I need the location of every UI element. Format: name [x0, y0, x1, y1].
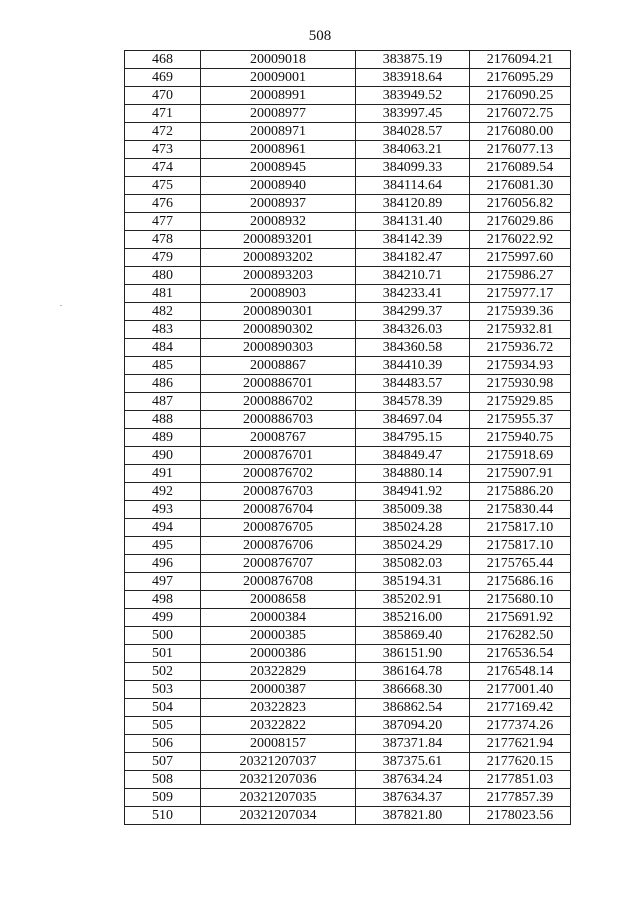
y-coordinate-cell: 2175765.44	[470, 555, 571, 573]
table-row	[125, 483, 571, 501]
x-coordinate-cell: 386862.54	[356, 699, 470, 717]
row-number-cell: 496	[125, 555, 201, 573]
x-coordinate-cell: 384063.21	[356, 141, 470, 159]
row-number-cell: 470	[125, 87, 201, 105]
table-row	[125, 159, 571, 177]
table-row	[125, 375, 571, 393]
y-coordinate-cell: 2176072.75	[470, 105, 571, 123]
row-number-cell: 478	[125, 231, 201, 249]
x-coordinate-cell: 384697.04	[356, 411, 470, 429]
point-id-cell: 2000890302	[201, 321, 356, 339]
point-id-cell: 20321207036	[201, 771, 356, 789]
table-row	[125, 447, 571, 465]
table-row	[125, 231, 571, 249]
row-number-cell: 510	[125, 807, 201, 825]
table-row	[125, 735, 571, 753]
row-number-cell: 506	[125, 735, 201, 753]
x-coordinate-cell: 383875.19	[356, 51, 470, 69]
row-number-cell: 504	[125, 699, 201, 717]
point-id-cell: 2000893203	[201, 267, 356, 285]
point-id-cell: 2000886702	[201, 393, 356, 411]
x-coordinate-cell: 387371.84	[356, 735, 470, 753]
table-row	[125, 519, 571, 537]
x-coordinate-cell: 384410.39	[356, 357, 470, 375]
scan-speck	[60, 305, 62, 306]
table-row	[125, 699, 571, 717]
row-number-cell: 508	[125, 771, 201, 789]
table-row	[125, 771, 571, 789]
x-coordinate-cell: 383918.64	[356, 69, 470, 87]
y-coordinate-cell: 2175830.44	[470, 501, 571, 519]
row-number-cell: 491	[125, 465, 201, 483]
point-id-cell: 2000890301	[201, 303, 356, 321]
x-coordinate-cell: 387375.61	[356, 753, 470, 771]
x-coordinate-cell: 385202.91	[356, 591, 470, 609]
y-coordinate-cell: 2175886.20	[470, 483, 571, 501]
x-coordinate-cell: 385024.29	[356, 537, 470, 555]
row-number-cell: 501	[125, 645, 201, 663]
table-row	[125, 573, 571, 591]
y-coordinate-cell: 2175930.98	[470, 375, 571, 393]
x-coordinate-cell: 386151.90	[356, 645, 470, 663]
point-id-cell: 20321207037	[201, 753, 356, 771]
y-coordinate-cell: 2178023.56	[470, 807, 571, 825]
row-number-cell: 473	[125, 141, 201, 159]
x-coordinate-cell: 387821.80	[356, 807, 470, 825]
row-number-cell: 471	[125, 105, 201, 123]
table-row	[125, 267, 571, 285]
point-id-cell: 2000876708	[201, 573, 356, 591]
row-number-cell: 474	[125, 159, 201, 177]
table-row	[125, 87, 571, 105]
table-row	[125, 177, 571, 195]
row-number-cell: 505	[125, 717, 201, 735]
point-id-cell: 2000876702	[201, 465, 356, 483]
point-id-cell: 20000385	[201, 627, 356, 645]
point-id-cell: 2000876707	[201, 555, 356, 573]
table-row	[125, 717, 571, 735]
x-coordinate-cell: 384578.39	[356, 393, 470, 411]
table-row	[125, 789, 571, 807]
table-row	[125, 51, 571, 69]
point-id-cell: 2000890303	[201, 339, 356, 357]
x-coordinate-cell: 384210.71	[356, 267, 470, 285]
y-coordinate-cell: 2176282.50	[470, 627, 571, 645]
table-row	[125, 285, 571, 303]
row-number-cell: 497	[125, 573, 201, 591]
row-number-cell: 483	[125, 321, 201, 339]
row-number-cell: 500	[125, 627, 201, 645]
table-row	[125, 213, 571, 231]
x-coordinate-cell: 385194.31	[356, 573, 470, 591]
table-row	[125, 105, 571, 123]
x-coordinate-cell: 384099.33	[356, 159, 470, 177]
x-coordinate-cell: 387634.24	[356, 771, 470, 789]
y-coordinate-cell: 2177620.15	[470, 753, 571, 771]
row-number-cell: 490	[125, 447, 201, 465]
row-number-cell: 480	[125, 267, 201, 285]
row-number-cell: 499	[125, 609, 201, 627]
y-coordinate-cell: 2175817.10	[470, 519, 571, 537]
y-coordinate-cell: 2176056.82	[470, 195, 571, 213]
y-coordinate-cell: 2175940.75	[470, 429, 571, 447]
y-coordinate-cell: 2175817.10	[470, 537, 571, 555]
table-row	[125, 249, 571, 267]
row-number-cell: 509	[125, 789, 201, 807]
point-id-cell: 20008945	[201, 159, 356, 177]
point-id-cell: 2000893201	[201, 231, 356, 249]
y-coordinate-cell: 2176094.21	[470, 51, 571, 69]
y-coordinate-cell: 2175955.37	[470, 411, 571, 429]
row-number-cell: 507	[125, 753, 201, 771]
point-id-cell: 20000384	[201, 609, 356, 627]
y-coordinate-cell: 2177374.26	[470, 717, 571, 735]
coordinates-table	[124, 50, 571, 825]
point-id-cell: 20008937	[201, 195, 356, 213]
point-id-cell: 2000876706	[201, 537, 356, 555]
table-body	[125, 51, 571, 825]
table-row	[125, 411, 571, 429]
point-id-cell: 2000893202	[201, 249, 356, 267]
y-coordinate-cell: 2176095.29	[470, 69, 571, 87]
table-row	[125, 393, 571, 411]
table-row	[125, 465, 571, 483]
table-row	[125, 681, 571, 699]
row-number-cell: 488	[125, 411, 201, 429]
table-row	[125, 591, 571, 609]
y-coordinate-cell: 2175918.69	[470, 447, 571, 465]
point-id-cell: 20008157	[201, 735, 356, 753]
point-id-cell: 20008932	[201, 213, 356, 231]
point-id-cell: 20322823	[201, 699, 356, 717]
y-coordinate-cell: 2175934.93	[470, 357, 571, 375]
x-coordinate-cell: 384483.57	[356, 375, 470, 393]
x-coordinate-cell: 387094.20	[356, 717, 470, 735]
y-coordinate-cell: 2176029.86	[470, 213, 571, 231]
y-coordinate-cell: 2175997.60	[470, 249, 571, 267]
x-coordinate-cell: 384880.14	[356, 465, 470, 483]
y-coordinate-cell: 2176022.92	[470, 231, 571, 249]
table-row	[125, 555, 571, 573]
y-coordinate-cell: 2176089.54	[470, 159, 571, 177]
row-number-cell: 484	[125, 339, 201, 357]
table-row	[125, 195, 571, 213]
y-coordinate-cell: 2177851.03	[470, 771, 571, 789]
x-coordinate-cell: 384233.41	[356, 285, 470, 303]
row-number-cell: 503	[125, 681, 201, 699]
table-row	[125, 123, 571, 141]
x-coordinate-cell: 385869.40	[356, 627, 470, 645]
x-coordinate-cell: 384028.57	[356, 123, 470, 141]
table-row	[125, 339, 571, 357]
row-number-cell: 498	[125, 591, 201, 609]
row-number-cell: 472	[125, 123, 201, 141]
x-coordinate-cell: 384360.58	[356, 339, 470, 357]
point-id-cell: 20008658	[201, 591, 356, 609]
y-coordinate-cell: 2177857.39	[470, 789, 571, 807]
row-number-cell: 482	[125, 303, 201, 321]
x-coordinate-cell: 384120.89	[356, 195, 470, 213]
table-row	[125, 645, 571, 663]
point-id-cell: 20321207034	[201, 807, 356, 825]
y-coordinate-cell: 2176080.00	[470, 123, 571, 141]
table-row	[125, 807, 571, 825]
row-number-cell: 469	[125, 69, 201, 87]
y-coordinate-cell: 2177621.94	[470, 735, 571, 753]
row-number-cell: 494	[125, 519, 201, 537]
table-row	[125, 501, 571, 519]
y-coordinate-cell: 2177001.40	[470, 681, 571, 699]
x-coordinate-cell: 386668.30	[356, 681, 470, 699]
table-row	[125, 141, 571, 159]
x-coordinate-cell: 386164.78	[356, 663, 470, 681]
point-id-cell: 2000876704	[201, 501, 356, 519]
y-coordinate-cell: 2175929.85	[470, 393, 571, 411]
x-coordinate-cell: 385216.00	[356, 609, 470, 627]
point-id-cell: 20322822	[201, 717, 356, 735]
point-id-cell: 2000886701	[201, 375, 356, 393]
point-id-cell: 20008961	[201, 141, 356, 159]
table-row	[125, 663, 571, 681]
x-coordinate-cell: 384299.37	[356, 303, 470, 321]
x-coordinate-cell: 384795.15	[356, 429, 470, 447]
row-number-cell: 475	[125, 177, 201, 195]
point-id-cell: 20008903	[201, 285, 356, 303]
x-coordinate-cell: 384849.47	[356, 447, 470, 465]
point-id-cell: 20009018	[201, 51, 356, 69]
row-number-cell: 487	[125, 393, 201, 411]
point-id-cell: 2000886703	[201, 411, 356, 429]
y-coordinate-cell: 2176536.54	[470, 645, 571, 663]
row-number-cell: 486	[125, 375, 201, 393]
row-number-cell: 489	[125, 429, 201, 447]
x-coordinate-cell: 384114.64	[356, 177, 470, 195]
point-id-cell: 20000386	[201, 645, 356, 663]
row-number-cell: 481	[125, 285, 201, 303]
row-number-cell: 502	[125, 663, 201, 681]
table-row	[125, 753, 571, 771]
y-coordinate-cell: 2176081.30	[470, 177, 571, 195]
point-id-cell: 2000876705	[201, 519, 356, 537]
table-row	[125, 627, 571, 645]
table-row	[125, 69, 571, 87]
y-coordinate-cell: 2175691.92	[470, 609, 571, 627]
point-id-cell: 20008991	[201, 87, 356, 105]
row-number-cell: 492	[125, 483, 201, 501]
table-row	[125, 357, 571, 375]
x-coordinate-cell: 385009.38	[356, 501, 470, 519]
row-number-cell: 477	[125, 213, 201, 231]
y-coordinate-cell: 2176548.14	[470, 663, 571, 681]
y-coordinate-cell: 2176090.25	[470, 87, 571, 105]
point-id-cell: 2000876703	[201, 483, 356, 501]
point-id-cell: 20008767	[201, 429, 356, 447]
y-coordinate-cell: 2177169.42	[470, 699, 571, 717]
table-row	[125, 303, 571, 321]
y-coordinate-cell: 2175907.91	[470, 465, 571, 483]
y-coordinate-cell: 2176077.13	[470, 141, 571, 159]
y-coordinate-cell: 2175986.27	[470, 267, 571, 285]
point-id-cell: 20009001	[201, 69, 356, 87]
x-coordinate-cell: 384326.03	[356, 321, 470, 339]
x-coordinate-cell: 384941.92	[356, 483, 470, 501]
point-id-cell: 20321207035	[201, 789, 356, 807]
x-coordinate-cell: 384182.47	[356, 249, 470, 267]
point-id-cell: 20008867	[201, 357, 356, 375]
coordinates-table-container	[124, 50, 570, 825]
y-coordinate-cell: 2175680.10	[470, 591, 571, 609]
x-coordinate-cell: 385024.28	[356, 519, 470, 537]
y-coordinate-cell: 2175686.16	[470, 573, 571, 591]
table-row	[125, 321, 571, 339]
x-coordinate-cell: 383949.52	[356, 87, 470, 105]
y-coordinate-cell: 2175936.72	[470, 339, 571, 357]
row-number-cell: 493	[125, 501, 201, 519]
y-coordinate-cell: 2175939.36	[470, 303, 571, 321]
point-id-cell: 20008971	[201, 123, 356, 141]
x-coordinate-cell: 385082.03	[356, 555, 470, 573]
table-row	[125, 609, 571, 627]
row-number-cell: 476	[125, 195, 201, 213]
x-coordinate-cell: 387634.37	[356, 789, 470, 807]
table-row	[125, 537, 571, 555]
point-id-cell: 20008977	[201, 105, 356, 123]
point-id-cell: 20008940	[201, 177, 356, 195]
point-id-cell: 2000876701	[201, 447, 356, 465]
x-coordinate-cell: 384142.39	[356, 231, 470, 249]
table-row	[125, 429, 571, 447]
row-number-cell: 468	[125, 51, 201, 69]
x-coordinate-cell: 383997.45	[356, 105, 470, 123]
y-coordinate-cell: 2175932.81	[470, 321, 571, 339]
row-number-cell: 479	[125, 249, 201, 267]
page-number: 508	[308, 28, 332, 44]
row-number-cell: 495	[125, 537, 201, 555]
y-coordinate-cell: 2175977.17	[470, 285, 571, 303]
row-number-cell: 485	[125, 357, 201, 375]
x-coordinate-cell: 384131.40	[356, 213, 470, 231]
point-id-cell: 20000387	[201, 681, 356, 699]
point-id-cell: 20322829	[201, 663, 356, 681]
